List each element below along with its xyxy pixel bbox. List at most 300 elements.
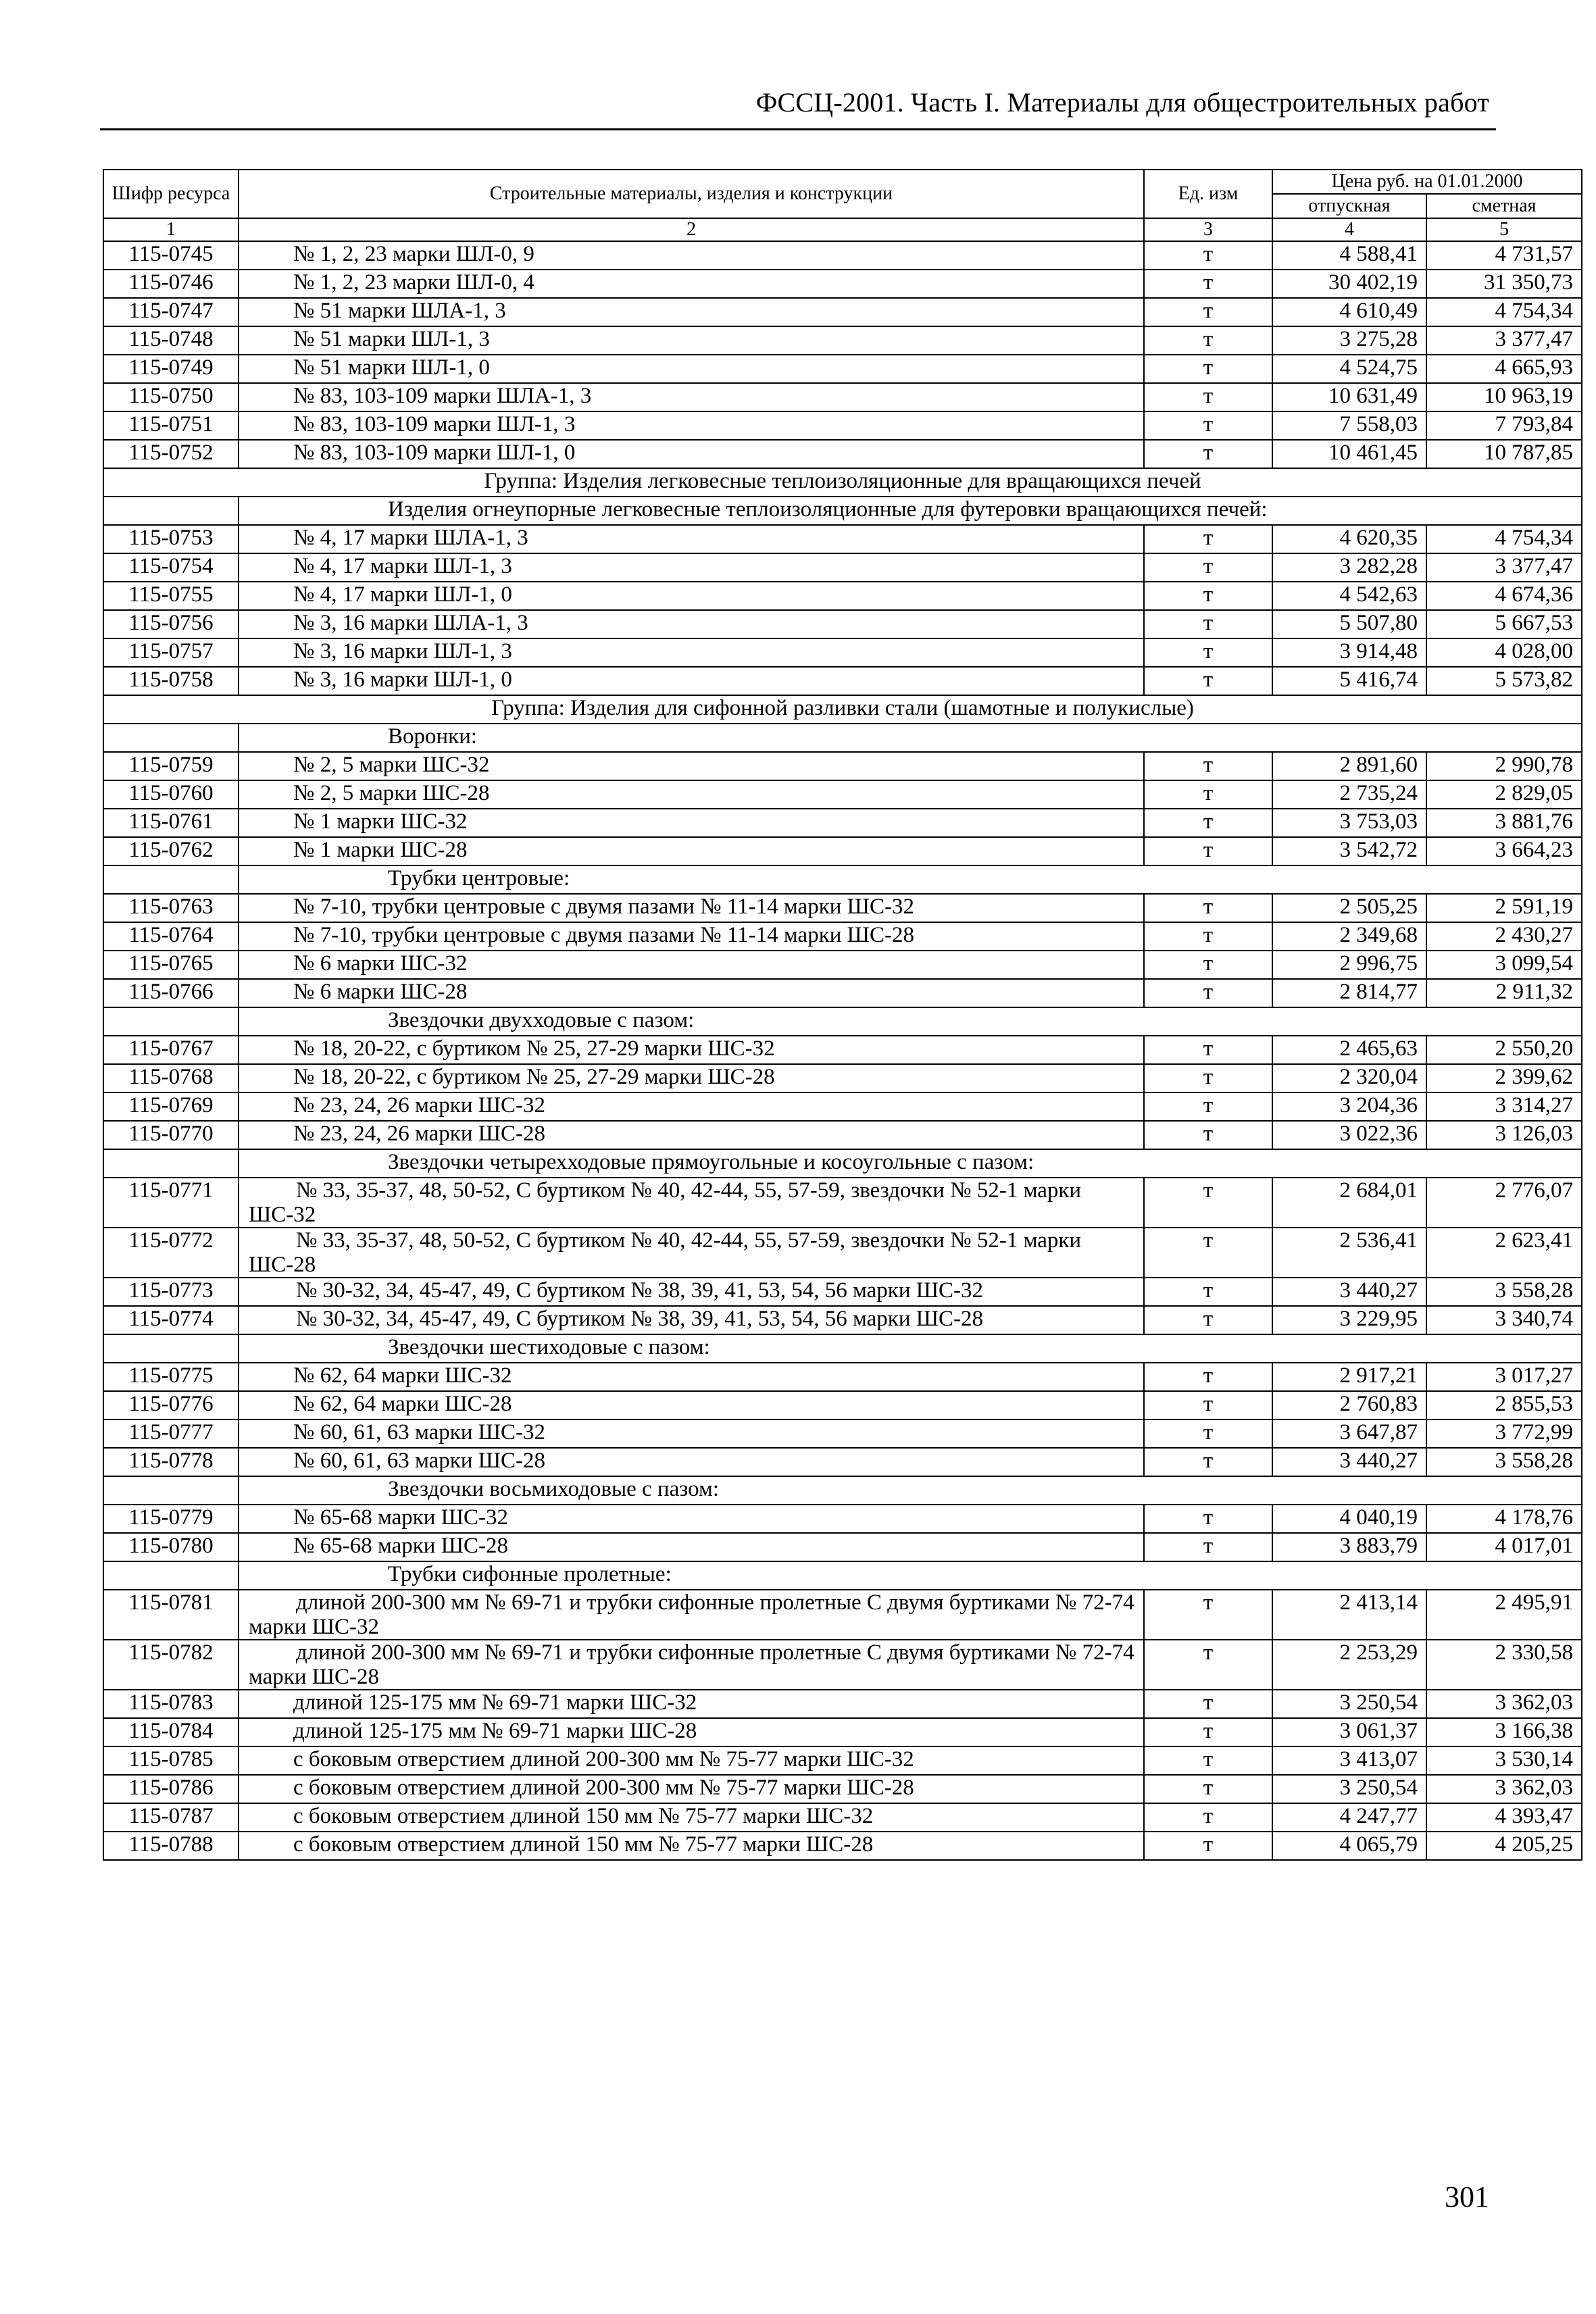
cell-estimate-price: 2 911,32 [1426,979,1582,1007]
cell-code: 115-0747 [103,298,239,326]
table-row [103,1419,1582,1448]
cell-code: 115-0769 [103,1092,239,1121]
cell-code: 115-0754 [103,553,239,582]
cell-estimate-price: 4 205,25 [1426,1832,1582,1860]
cell-code: 115-0770 [103,1121,239,1149]
col-header-code: Шифр ресурса [103,170,239,218]
table-row [103,1690,1582,1718]
cell-code: 115-0780 [103,1533,239,1561]
subgroup-code-cell [103,1334,239,1363]
cell-name: № 3, 16 марки ШЛ-1, 3 [239,638,1144,667]
table-row [103,1391,1582,1419]
cell-code: 115-0758 [103,667,239,695]
cell-unit: т [1144,1746,1272,1775]
table-row [103,667,1582,695]
cell-name: № 65-68 марки ШС-28 [239,1533,1144,1561]
cell-name: № 33, 35-37, 48, 50-52, С буртиком № 40, 42-44, 55, 57-59, звездочки № 52-1 марки ШС-28 [239,1228,1144,1278]
cell-release-price: 2 536,41 [1272,1228,1426,1278]
table-row [103,837,1582,865]
cell-unit: т [1144,610,1272,638]
cell-estimate-price: 10 963,19 [1426,383,1582,411]
cell-estimate-price: 4 178,76 [1426,1505,1582,1533]
cell-name: № 30-32, 34, 45-47, 49, С буртиком № 38, 39, 41, 53, 54, 56 марки ШС-28 [239,1306,1144,1334]
cell-release-price: 3 229,95 [1272,1306,1426,1334]
cell-estimate-price: 3 558,28 [1426,1278,1582,1306]
cell-code: 115-0778 [103,1448,239,1476]
cell-code: 115-0768 [103,1064,239,1092]
table-row [103,440,1582,468]
cell-unit: т [1144,383,1272,411]
table-body [103,241,1582,1860]
cell-code: 115-0753 [103,525,239,553]
cell-estimate-price: 2 829,05 [1426,780,1582,809]
cell-estimate-price: 2 550,20 [1426,1036,1582,1064]
cell-release-price: 2 684,01 [1272,1178,1426,1228]
table-row [103,1278,1582,1306]
table-row [103,1775,1582,1803]
cell-estimate-price: 4 674,36 [1426,582,1582,610]
cell-name: длиной 200-300 мм № 69-71 и трубки сифонные пролетные С двумя буртиками № 72-74 марки ШС-28 [239,1640,1144,1690]
subgroup-title: Звездочки двухходовые с пазом: [239,1007,1582,1036]
cell-name: № 60, 61, 63 марки ШС-28 [239,1448,1144,1476]
subgroup-code-cell [103,1476,239,1505]
table-row [103,780,1582,809]
cell-estimate-price: 5 573,82 [1426,667,1582,695]
cell-release-price: 4 040,19 [1272,1505,1426,1533]
cell-name: № 51 марки ШЛ-1, 3 [239,326,1144,355]
subgroup-code-cell [103,497,239,525]
cell-estimate-price: 2 430,27 [1426,922,1582,951]
cell-unit: т [1144,780,1272,809]
table-row [103,809,1582,837]
table-row [103,1832,1582,1860]
cell-estimate-price: 3 772,99 [1426,1419,1582,1448]
subgroup-title: Звездочки восьмиходовые с пазом: [239,1476,1582,1505]
table-row [103,355,1582,383]
cell-release-price: 3 413,07 [1272,1746,1426,1775]
cell-code: 115-0781 [103,1590,239,1640]
col-header-release: отпускная [1272,194,1426,218]
cell-code: 115-0752 [103,440,239,468]
cell-release-price: 10 631,49 [1272,383,1426,411]
table-row [103,1306,1582,1334]
table-row [103,1363,1582,1391]
cell-code: 115-0777 [103,1419,239,1448]
cell-unit: т [1144,270,1272,298]
table-row [103,1036,1582,1064]
cell-unit: т [1144,1718,1272,1746]
cell-code: 115-0774 [103,1306,239,1334]
cell-estimate-price: 3 530,14 [1426,1746,1582,1775]
cell-name: № 1 марки ШС-32 [239,809,1144,837]
cell-estimate-price: 2 623,41 [1426,1228,1582,1278]
cell-name: № 83, 103-109 марки ШЛ-1, 3 [239,411,1144,440]
cell-name: № 65-68 марки ШС-32 [239,1505,1144,1533]
cell-estimate-price: 3 664,23 [1426,837,1582,865]
cell-estimate-price: 5 667,53 [1426,610,1582,638]
cell-estimate-price: 10 787,85 [1426,440,1582,468]
cell-code: 115-0767 [103,1036,239,1064]
subgroup-code-cell [103,1561,239,1590]
cell-name: № 1, 2, 23 марки ШЛ-0, 4 [239,270,1144,298]
cell-name: № 62, 64 марки ШС-32 [239,1363,1144,1391]
table-row [103,383,1582,411]
cell-release-price: 10 461,45 [1272,440,1426,468]
cell-release-price: 2 253,29 [1272,1640,1426,1690]
cell-unit: т [1144,326,1272,355]
table-row [103,411,1582,440]
cell-estimate-price: 31 350,73 [1426,270,1582,298]
cell-release-price: 2 996,75 [1272,951,1426,979]
cell-estimate-price: 3 340,74 [1426,1306,1582,1334]
cell-estimate-price: 4 731,57 [1426,241,1582,270]
table-row [103,1718,1582,1746]
group-heading: Группа: Изделия для сифонной разливки стали (шамотные и полукислые) [103,695,1582,724]
cell-release-price: 2 465,63 [1272,1036,1426,1064]
cell-unit: т [1144,1228,1272,1278]
cell-code: 115-0786 [103,1775,239,1803]
cell-name: № 18, 20-22, с буртиком № 25, 27-29 марки ШС-28 [239,1064,1144,1092]
cell-unit: т [1144,1178,1272,1228]
table-row [103,1092,1582,1121]
cell-code: 115-0773 [103,1278,239,1306]
cell-release-price: 2 505,25 [1272,894,1426,922]
cell-code: 115-0760 [103,780,239,809]
table-row [103,752,1582,780]
subgroup-code-cell [103,1149,239,1178]
cell-name: № 18, 20-22, с буртиком № 25, 27-29 марки ШС-32 [239,1036,1144,1064]
cell-release-price: 3 275,28 [1272,326,1426,355]
subgroup-code-cell [103,724,239,752]
cell-unit: т [1144,1419,1272,1448]
cell-name: с боковым отверстием длиной 150 мм № 75-77 марки ШС-32 [239,1803,1144,1832]
cell-estimate-price: 3 377,47 [1426,553,1582,582]
table-row [103,326,1582,355]
cell-code: 115-0750 [103,383,239,411]
col-number-2: 2 [239,218,1144,241]
cell-unit: т [1144,951,1272,979]
cell-release-price: 5 416,74 [1272,667,1426,695]
cell-code: 115-0751 [103,411,239,440]
table-row [103,894,1582,922]
cell-code: 115-0746 [103,270,239,298]
cell-name: № 51 марки ШЛА-1, 3 [239,298,1144,326]
cell-release-price: 3 022,36 [1272,1121,1426,1149]
cell-release-price: 2 349,68 [1272,922,1426,951]
header-rule [100,128,1496,130]
table-row [103,1505,1582,1533]
cell-unit: т [1144,298,1272,326]
cell-unit: т [1144,1391,1272,1419]
cell-unit: т [1144,1092,1272,1121]
table-row [103,1640,1582,1690]
table-row [103,1178,1582,1228]
subgroup-title: Изделия огнеупорные легковесные теплоизоляционные для футеровки вращающихся печей: [239,497,1582,525]
cell-unit: т [1144,553,1272,582]
subgroup-title: Трубки сифонные пролетные: [239,1561,1582,1590]
subgroup-title: Воронки: [239,724,1582,752]
cell-code: 115-0772 [103,1228,239,1278]
cell-release-price: 3 647,87 [1272,1419,1426,1448]
cell-name: № 51 марки ШЛ-1, 0 [239,355,1144,383]
cell-estimate-price: 3 362,03 [1426,1775,1582,1803]
table-row [103,610,1582,638]
subgroup-title: Трубки центровые: [239,865,1582,894]
page-header-title: ФССЦ-2001. Часть I. Материалы для общестроительных работ [755,87,1489,118]
cell-estimate-price: 3 166,38 [1426,1718,1582,1746]
cell-estimate-price: 4 754,34 [1426,525,1582,553]
cell-unit: т [1144,667,1272,695]
cell-name: № 6 марки ШС-28 [239,979,1144,1007]
cell-unit: т [1144,1448,1272,1476]
cell-unit: т [1144,638,1272,667]
cell-release-price: 3 542,72 [1272,837,1426,865]
cell-estimate-price: 2 591,19 [1426,894,1582,922]
cell-code: 115-0784 [103,1718,239,1746]
subgroup-row [103,865,1582,894]
cell-code: 115-0782 [103,1640,239,1690]
cell-unit: т [1144,1036,1272,1064]
table-row [103,638,1582,667]
cell-release-price: 2 320,04 [1272,1064,1426,1092]
cell-estimate-price: 2 399,62 [1426,1064,1582,1092]
cell-name: с боковым отверстием длиной 200-300 мм № 75-77 марки ШС-32 [239,1746,1144,1775]
cell-name: № 83, 103-109 марки ШЛА-1, 3 [239,383,1144,411]
cell-release-price: 4 524,75 [1272,355,1426,383]
subgroup-row [103,724,1582,752]
cell-unit: т [1144,1278,1272,1306]
cell-code: 115-0776 [103,1391,239,1419]
table-row [103,1448,1582,1476]
cell-name: длиной 125-175 мм № 69-71 марки ШС-28 [239,1718,1144,1746]
cell-release-price: 4 620,35 [1272,525,1426,553]
subgroup-row [103,1561,1582,1590]
cell-name: с боковым отверстием длиной 200-300 мм № 75-77 марки ШС-28 [239,1775,1144,1803]
subgroup-row [103,1149,1582,1178]
cell-estimate-price: 2 855,53 [1426,1391,1582,1419]
cell-name: № 7-10, трубки центровые с двумя пазами № 11-14 марки ШС-32 [239,894,1144,922]
cell-unit: т [1144,894,1272,922]
cell-unit: т [1144,241,1272,270]
cell-code: 115-0787 [103,1803,239,1832]
col-header-price: Цена руб. на 01.01.2000 [1272,170,1582,194]
cell-release-price: 3 204,36 [1272,1092,1426,1121]
cell-code: 115-0762 [103,837,239,865]
cell-name: № 33, 35-37, 48, 50-52, С буртиком № 40, 42-44, 55, 57-59, звездочки № 52-1 марки ШС-32 [239,1178,1144,1228]
cell-code: 115-0766 [103,979,239,1007]
subgroup-title: Звездочки шестиходовые с пазом: [239,1334,1582,1363]
cell-release-price: 3 250,54 [1272,1690,1426,1718]
cell-estimate-price: 2 495,91 [1426,1590,1582,1640]
cell-name: № 1, 2, 23 марки ШЛ-0, 9 [239,241,1144,270]
col-number-4: 4 [1272,218,1426,241]
cell-release-price: 3 061,37 [1272,1718,1426,1746]
cell-unit: т [1144,440,1272,468]
cell-release-price: 4 542,63 [1272,582,1426,610]
cell-code: 115-0763 [103,894,239,922]
cell-name: № 2, 5 марки ШС-32 [239,752,1144,780]
table-row [103,1121,1582,1149]
group-heading-row [103,695,1582,724]
cell-estimate-price: 2 776,07 [1426,1178,1582,1228]
cell-estimate-price: 3 558,28 [1426,1448,1582,1476]
price-table [103,169,1582,1861]
cell-name: № 23, 24, 26 марки ШС-28 [239,1121,1144,1149]
cell-name: № 60, 61, 63 марки ШС-32 [239,1419,1144,1448]
cell-code: 115-0748 [103,326,239,355]
cell-estimate-price: 4 028,00 [1426,638,1582,667]
cell-estimate-price: 4 665,93 [1426,355,1582,383]
cell-name: длиной 200-300 мм № 69-71 и трубки сифонные пролетные С двумя буртиками № 72-74 марки ШС-32 [239,1590,1144,1640]
cell-unit: т [1144,1775,1272,1803]
cell-unit: т [1144,1533,1272,1561]
cell-estimate-price: 4 017,01 [1426,1533,1582,1561]
cell-release-price: 7 558,03 [1272,411,1426,440]
col-header-unit: Ед. изм [1144,170,1272,218]
cell-release-price: 3 753,03 [1272,809,1426,837]
subgroup-row [103,1476,1582,1505]
cell-release-price: 3 282,28 [1272,553,1426,582]
cell-unit: т [1144,1640,1272,1690]
cell-release-price: 4 065,79 [1272,1832,1426,1860]
cell-name: № 3, 16 марки ШЛА-1, 3 [239,610,1144,638]
cell-unit: т [1144,355,1272,383]
col-number-1: 1 [103,218,239,241]
cell-code: 115-0755 [103,582,239,610]
cell-estimate-price: 4 754,34 [1426,298,1582,326]
cell-name: № 62, 64 марки ШС-28 [239,1391,1144,1419]
cell-name: № 4, 17 марки ШЛ-1, 3 [239,553,1144,582]
cell-name: № 83, 103-109 марки ШЛ-1, 0 [239,440,1144,468]
cell-name: № 7-10, трубки центровые с двумя пазами № 11-14 марки ШС-28 [239,922,1144,951]
table-row [103,525,1582,553]
cell-code: 115-0779 [103,1505,239,1533]
cell-release-price: 4 610,49 [1272,298,1426,326]
cell-release-price: 2 814,77 [1272,979,1426,1007]
cell-name: № 30-32, 34, 45-47, 49, С буртиком № 38, 39, 41, 53, 54, 56 марки ШС-32 [239,1278,1144,1306]
cell-estimate-price: 4 393,47 [1426,1803,1582,1832]
cell-name: длиной 125-175 мм № 69-71 марки ШС-32 [239,1690,1144,1718]
cell-name: № 4, 17 марки ШЛ-1, 0 [239,582,1144,610]
table-row [103,270,1582,298]
col-header-estimate: сметная [1426,194,1582,218]
cell-name: № 1 марки ШС-28 [239,837,1144,865]
cell-release-price: 2 891,60 [1272,752,1426,780]
cell-release-price: 2 760,83 [1272,1391,1426,1419]
cell-unit: т [1144,1590,1272,1640]
cell-estimate-price: 2 330,58 [1426,1640,1582,1690]
col-number-3: 3 [1144,218,1272,241]
cell-release-price: 2 413,14 [1272,1590,1426,1640]
col-header-name: Строительные материалы, изделия и конструкции [239,170,1144,218]
cell-unit: т [1144,1121,1272,1149]
table-row [103,582,1582,610]
table-row [103,951,1582,979]
cell-estimate-price: 3 314,27 [1426,1092,1582,1121]
cell-estimate-price: 3 017,27 [1426,1363,1582,1391]
cell-name: с боковым отверстием длиной 150 мм № 75-77 марки ШС-28 [239,1832,1144,1860]
subgroup-row [103,1007,1582,1036]
cell-name: № 3, 16 марки ШЛ-1, 0 [239,667,1144,695]
cell-code: 115-0756 [103,610,239,638]
cell-code: 115-0764 [103,922,239,951]
subgroup-code-cell [103,865,239,894]
group-heading: Группа: Изделия легковесные теплоизоляционные для вращающихся печей [103,468,1582,497]
cell-estimate-price: 3 377,47 [1426,326,1582,355]
page-number: 301 [1445,2180,1489,2213]
cell-release-price: 3 883,79 [1272,1533,1426,1561]
table-row [103,922,1582,951]
cell-code: 115-0775 [103,1363,239,1391]
table-row [103,1533,1582,1561]
cell-unit: т [1144,1363,1272,1391]
cell-estimate-price: 2 990,78 [1426,752,1582,780]
cell-name: № 2, 5 марки ШС-28 [239,780,1144,809]
cell-unit: т [1144,752,1272,780]
cell-estimate-price: 3 362,03 [1426,1690,1582,1718]
cell-release-price: 5 507,80 [1272,610,1426,638]
table-row [103,553,1582,582]
cell-estimate-price: 3 881,76 [1426,809,1582,837]
cell-code: 115-0757 [103,638,239,667]
cell-release-price: 4 588,41 [1272,241,1426,270]
cell-unit: т [1144,1690,1272,1718]
subgroup-row [103,497,1582,525]
cell-code: 115-0749 [103,355,239,383]
cell-unit: т [1144,922,1272,951]
table-row [103,979,1582,1007]
table-row [103,1064,1582,1092]
cell-estimate-price: 3 126,03 [1426,1121,1582,1149]
cell-code: 115-0783 [103,1690,239,1718]
subgroup-title: Звездочки четырехходовые прямоугольные и косоугольные с пазом: [239,1149,1582,1178]
cell-release-price: 30 402,19 [1272,270,1426,298]
cell-code: 115-0788 [103,1832,239,1860]
cell-release-price: 3 250,54 [1272,1775,1426,1803]
cell-unit: т [1144,979,1272,1007]
subgroup-code-cell [103,1007,239,1036]
cell-release-price: 3 440,27 [1272,1278,1426,1306]
col-number-5: 5 [1426,218,1582,241]
table-row [103,241,1582,270]
table-row [103,1228,1582,1278]
cell-unit: т [1144,1832,1272,1860]
cell-name: № 23, 24, 26 марки ШС-32 [239,1092,1144,1121]
cell-unit: т [1144,1064,1272,1092]
cell-code: 115-0785 [103,1746,239,1775]
table-row [103,1590,1582,1640]
cell-release-price: 3 440,27 [1272,1448,1426,1476]
cell-code: 115-0771 [103,1178,239,1228]
cell-release-price: 4 247,77 [1272,1803,1426,1832]
group-heading-row [103,468,1582,497]
cell-unit: т [1144,1803,1272,1832]
subgroup-row [103,1334,1582,1363]
cell-unit: т [1144,582,1272,610]
cell-estimate-price: 3 099,54 [1426,951,1582,979]
cell-code: 115-0761 [103,809,239,837]
cell-unit: т [1144,837,1272,865]
cell-name: № 4, 17 марки ШЛА-1, 3 [239,525,1144,553]
cell-code: 115-0759 [103,752,239,780]
cell-unit: т [1144,411,1272,440]
cell-name: № 6 марки ШС-32 [239,951,1144,979]
table-row [103,298,1582,326]
cell-unit: т [1144,525,1272,553]
cell-estimate-price: 7 793,84 [1426,411,1582,440]
cell-code: 115-0765 [103,951,239,979]
cell-release-price: 2 917,21 [1272,1363,1426,1391]
